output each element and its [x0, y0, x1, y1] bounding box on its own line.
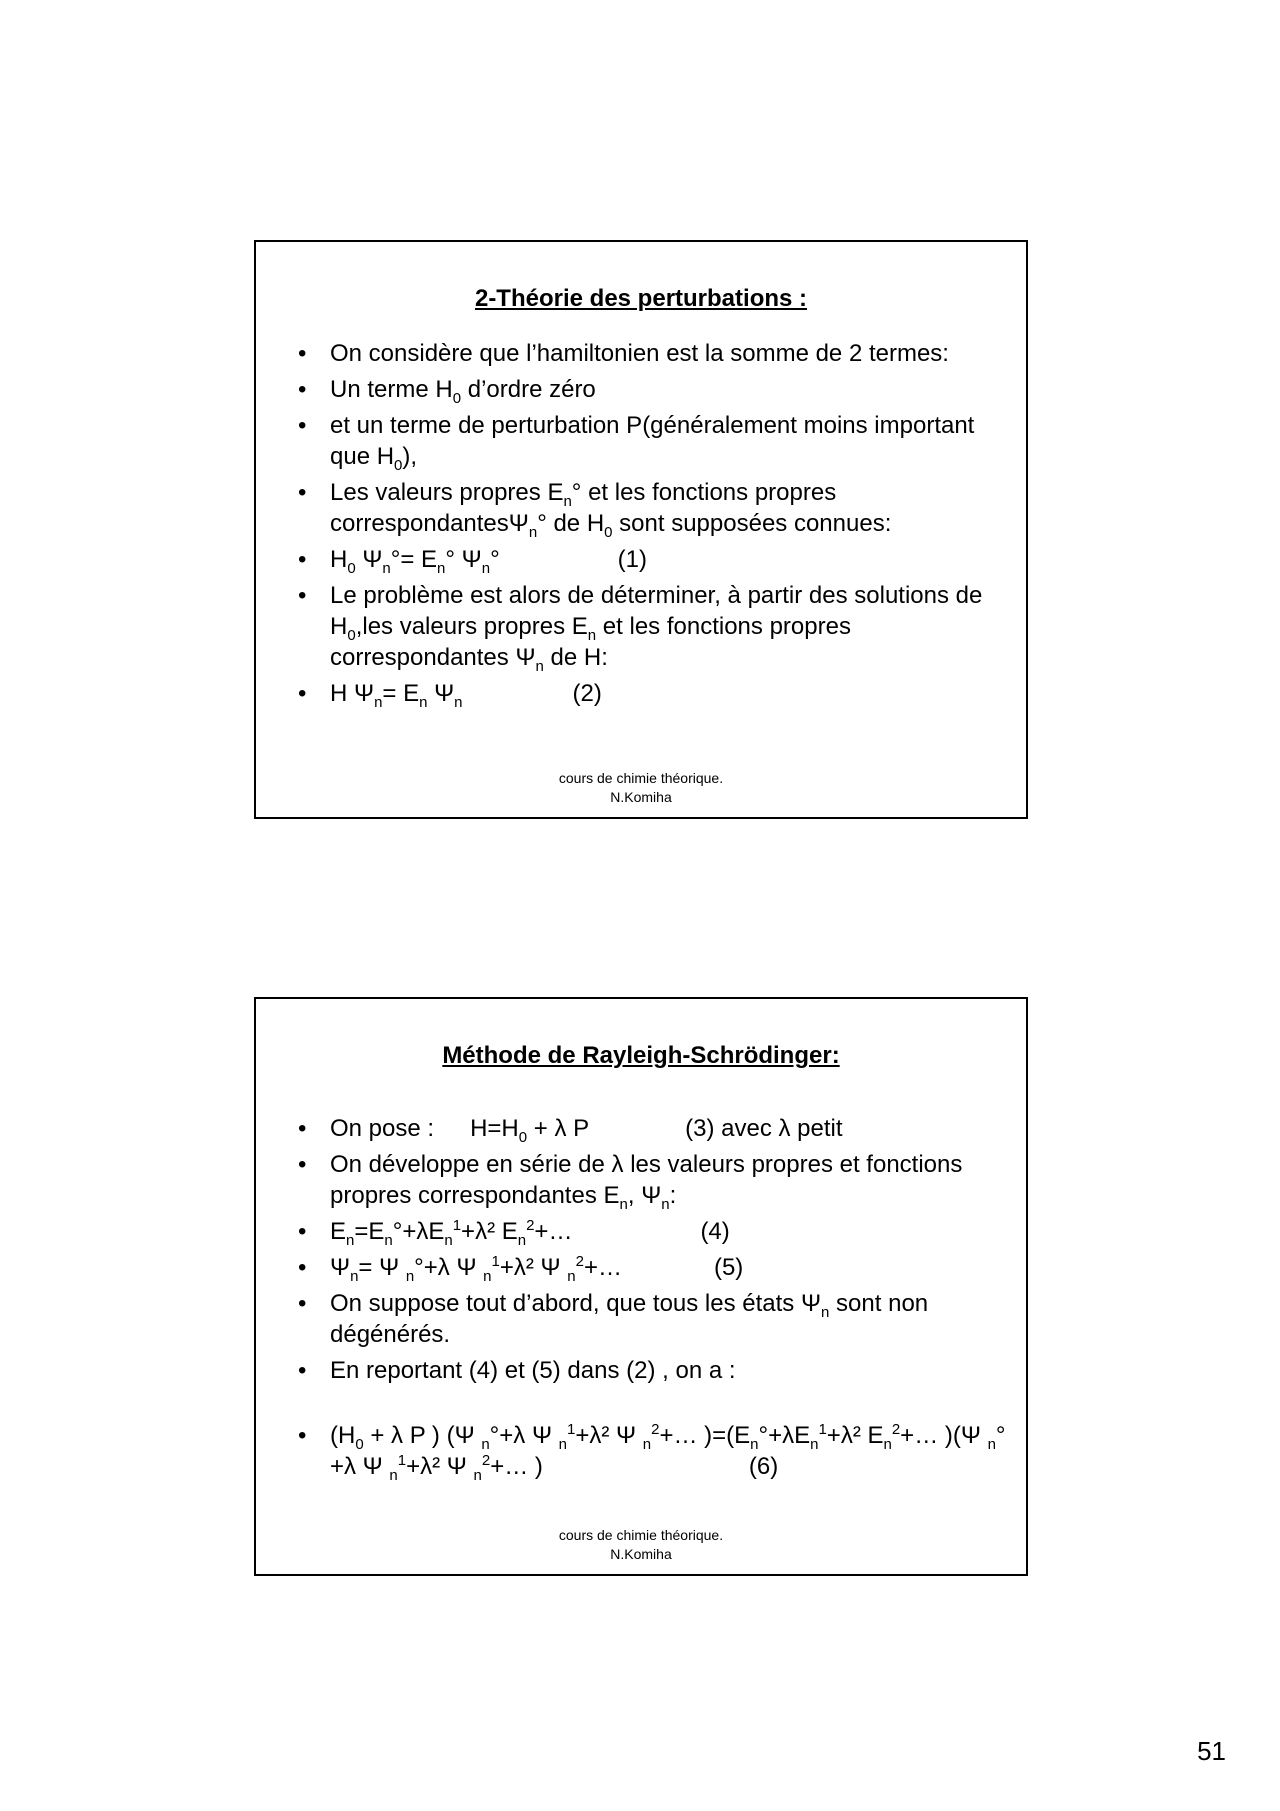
- bullet-item: • On développe en série de λ les valeurs propres et fonctions propres correspondantes $E_n$, $\Psi_n$:: [296, 1149, 1006, 1211]
- bullet-list: [296, 1113, 1006, 1487]
- bullet-item-equation-6: • ($H_0 + \lambda$ P ) (Ψ $_n$°+λ Ψ $_n^1$+λ² Ψ $_n^2$+… )$=(E_n^\circ+\lambda E_n^1+\lambda^2$ $E_n^2+\dots$ )(Ψ $_n$°+λ Ψ $_n^1$+λ² Ψ $_n^2$+… ) (6): [296, 1420, 1006, 1482]
- slide-footer: cours de chimie théorique. N.Komiha: [558, 770, 724, 805]
- bullet-item-equation-2: • H $\Psi_n= E_n$ $\Psi_n$ (2): [296, 678, 1006, 709]
- page-number: 51: [1197, 1736, 1226, 1766]
- bullet-list: [296, 338, 1006, 714]
- bullet-item: • En reportant (4) et (5) dans (2) , on a :: [296, 1355, 1006, 1386]
- equation-number: (2): [572, 680, 602, 707]
- slide-footer: cours de chimie théorique. N.Komiha: [558, 1527, 724, 1562]
- equation-number: (1): [617, 546, 648, 573]
- bullet-item: • et un terme de perturbation P(généralement moins important que $H_0$),: [296, 410, 1006, 472]
- equation-number: (4): [700, 1218, 730, 1245]
- bullet-item-equation-1: • $H_0$ $\Psi_n^\circ= E_n^\circ$ $\Psi_n^\circ$ (1): [296, 544, 1006, 575]
- equation-number: (5): [713, 1254, 744, 1281]
- bullet-item: • Un terme $H_0$ d’ordre zéro: [296, 374, 1006, 405]
- bullet-item: • On considère que l’hamiltonien est la somme de 2 termes:: [296, 338, 1006, 369]
- bullet-item-equation-3: • On pose : $H=H_0 + \lambda$ P (3) avec λ petit: [296, 1113, 1006, 1144]
- slide-methode-rayleigh-schrodinger: [254, 997, 1028, 1576]
- slide-title: 2-Théorie des perturbations :: [474, 285, 808, 312]
- slide-theorie-perturbations: [254, 240, 1028, 819]
- bullet-item: • Le problème est alors de déterminer, à partir des solutions de $H_0,les$ valeurs propres $E_n$ et les fonctions propres correspondantes $\Psi_n$ de H:: [296, 580, 1006, 673]
- equation-number: (6): [748, 1453, 779, 1480]
- slide-title: Méthode de Rayleigh-Schrödinger:: [442, 1042, 840, 1069]
- bullet-item-equation-5: • $\Psi_n= \Psi$ $_n$°+λ Ψ $_n^1$+λ² Ψ $_n^2$+… (5): [296, 1252, 1006, 1283]
- bullet-item: • On suppose tout d’abord, que tous les états $\Psi_n$ sont non dégénérés.: [296, 1288, 1006, 1350]
- bullet-item-equation-4: • $E_n=E_n^\circ+\lambda E_n^1+\lambda^2$ $E_n^2+\dots$ (4): [296, 1216, 1006, 1247]
- bullet-item: • Les valeurs propres $E_n^\circ$ et les fonctions propres correspondantesΨ$_n$° de $H_0$ sont supposées connues:: [296, 477, 1006, 539]
